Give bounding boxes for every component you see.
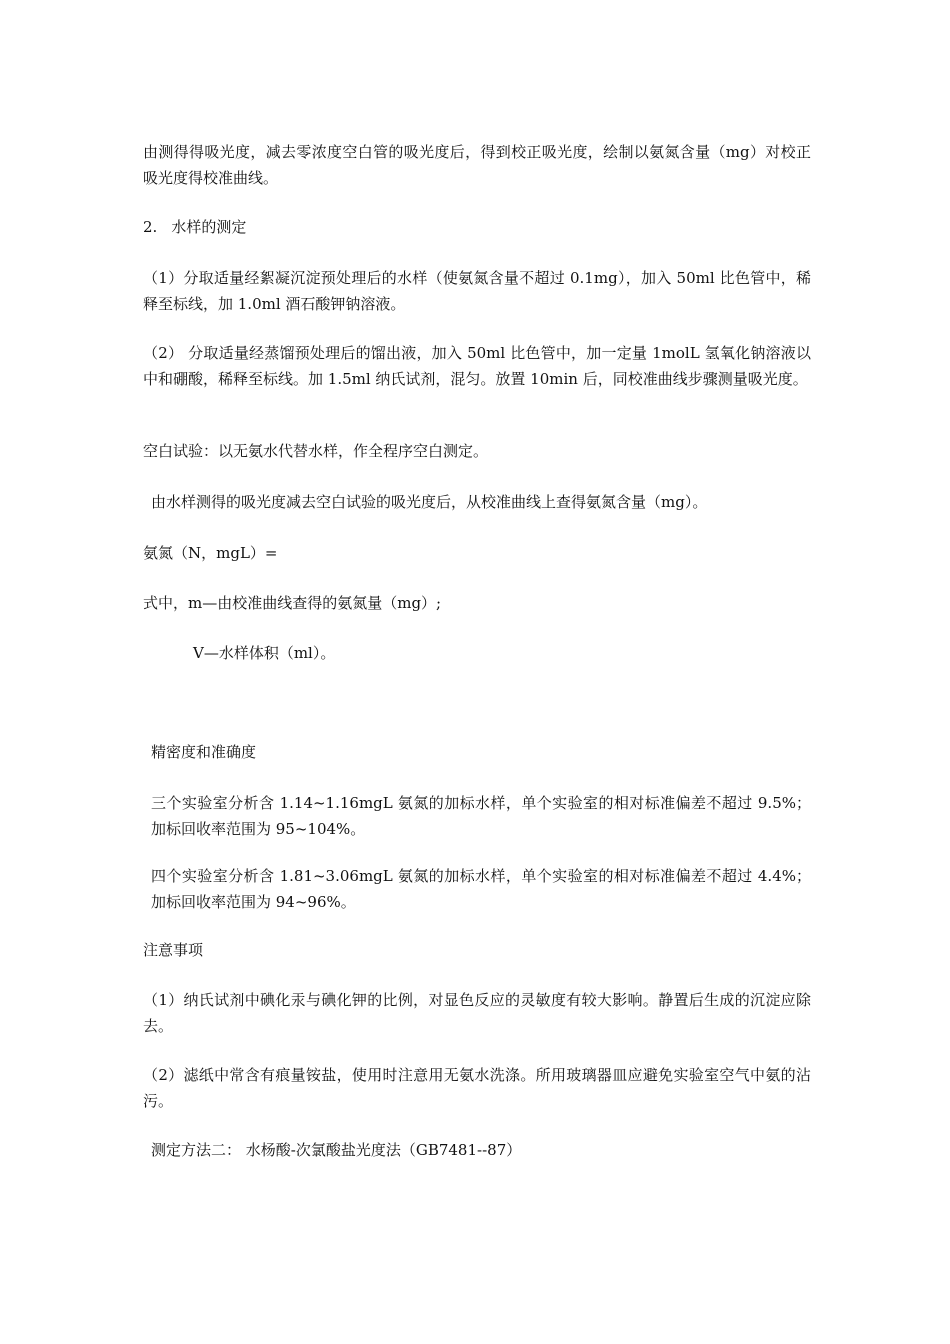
heading-method-2: 测定方法二： 水杨酸-次氯酸盐光度法（GB7481--87） bbox=[151, 1141, 522, 1159]
section-number: 2. bbox=[143, 218, 158, 236]
paragraph-blank-test: 空白试验：以无氨水代替水样，作全程序空白测定。 bbox=[143, 442, 489, 460]
paragraph-step-1: （1）分取适量经絮凝沉淀预处理后的水样（使氨氮含量不超过 0.1mg），加入 50ml 比色管中，稀释至标线，加 1.0ml 酒石酸钾钠溶液。 bbox=[143, 269, 811, 313]
paragraph-precision-1: 三个实验室分析含 1.14~1.16mgL 氨氮的加标水样，单个实验室的相对标准偏差不超过 9.5%；加标回收率范围为 95~104%。 bbox=[151, 794, 811, 838]
section-title: 水样的测定 bbox=[171, 218, 247, 236]
paragraph-calibration-curve: 由测得得吸光度，减去零浓度空白管的吸光度后，得到校正吸光度，绘制以氨氮含量（mg）对校正吸光度得校准曲线。 bbox=[143, 143, 811, 187]
heading-precision-accuracy: 精密度和准确度 bbox=[151, 743, 257, 761]
formula-line: 氨氮（N，mgL）= bbox=[143, 544, 278, 562]
heading-notes: 注意事项 bbox=[143, 941, 204, 959]
paragraph-note-2: （2）滤纸中常含有痕量铵盐，使用时注意用无氨水洗涤。所用玻璃器皿应避免实验室空气中氨的沾污。 bbox=[143, 1066, 811, 1110]
paragraph-step-2: （2） 分取适量经蒸馏预处理后的馏出液，加入 50ml 比色管中，加一定量 1molL 氢氧化钠溶液以中和硼酸，稀释至标线。加 1.5ml 纳氏试剂，混匀。放置 10min 后，同校准曲线步骤测量吸光度。 bbox=[143, 344, 811, 388]
paragraph-result-lookup: 由水样测得的吸光度减去空白试验的吸光度后，从校准曲线上查得氨氮含量（mg）。 bbox=[151, 493, 708, 511]
paragraph-note-1: （1）纳氏试剂中碘化汞与碘化钾的比例，对显色反应的灵敏度有较大影响。静置后生成的沉淀应除去。 bbox=[143, 991, 811, 1035]
formula-variable-m: 式中，m—由校准曲线查得的氨氮量（mg）; bbox=[143, 594, 442, 612]
paragraph-precision-2: 四个实验室分析含 1.81~3.06mgL 氨氮的加标水样，单个实验室的相对标准偏差不超过 4.4%；加标回收率范围为 94~96%。 bbox=[151, 867, 811, 911]
section-heading-sample-measurement bbox=[143, 214, 811, 240]
formula-variable-v: V—水样体积（ml）。 bbox=[193, 644, 336, 662]
